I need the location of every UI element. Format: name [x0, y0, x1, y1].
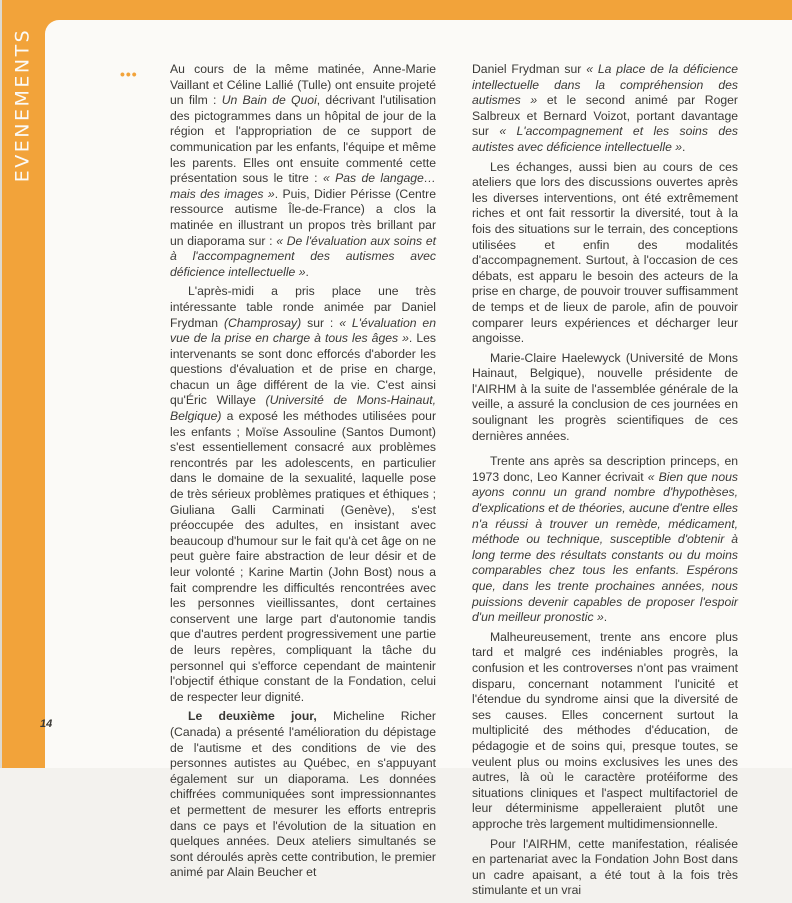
quote: « L'accompagnement et les soins des autistes avec déficience intellectuelle »: [472, 124, 738, 154]
right-column: [472, 62, 738, 903]
text: . Les intervenants se sont donc efforcés d'aborder les questions d'évaluation et de prise en charge, chacun un âge différent de la vie. C'est ainsi qu'Éric Willaye: [170, 331, 436, 408]
text: Trente ans après sa description princeps, en 1973 donc, Leo Kanner écrivait: [472, 454, 738, 484]
right-paragraph-2: Les échanges, aussi bien au cours de ces ateliers que lors des discussions ouvertes après les diverses interventions, ont été extrêmement riches et ont fait ressortir la diversité, tout à la fois des situations sur le terrain, des conceptions utilisées et enfin des modalités d'accompagnement. Surtout, à l'occasion de ces débats, est apparu le besoin des acteurs de la prise en charge, de pouvoir trouver suffisamment de temps et de lieux de parole, afin de pouvoir comparer leurs expériences et décharger leur angoisse.: [472, 159, 738, 346]
text: , décrivant l'utilisation des pictogrammes dans un hôpital de jour de la région et l'appropriation de ce support de communication par les enfants, l'équipe et même les parents. Elles ont ensuite commenté cette présentation sous le titre :: [170, 93, 436, 186]
page-number: 14: [40, 718, 53, 730]
section-label: [4, 27, 40, 183]
text: Micheline Richer (Canada) a présenté l'amélioration du dépistage de l'autisme et des conditions de vie des personnes autistes au Québec, en s'appuyant également sur un diaporama. Les données chiffrées communiquées sont impressionnantes et permettent de mesurer les efforts entrepris dans ce pays et l'évolution de la situation en quelques années. Deux ateliers simultanés se sont déroulés après cette contribution, le premier animé par Alain Beucher et: [170, 709, 436, 880]
text: . Puis, Didier Périsse (Centre ressource autisme Île-de-France) a clos la matinée en illustrant un propos très brillant par un diaporama sur :: [170, 186, 436, 248]
right-paragraph-6: Pour l'AIRHM, cette manifestation, réalisée en partenariat avec la Fondation John Bost dans un cadre apaisant, a été tout à la fois très stimulante et un vrai: [472, 836, 738, 898]
bold-lead: Le deuxième jour,: [188, 709, 317, 724]
affiliation: (Université de Mons-Hainaut, Belgique): [170, 393, 436, 424]
text: .: [305, 264, 309, 279]
quote: « L'évaluation en vue de la prise en charge à tous les âges »: [170, 315, 436, 346]
text: .: [603, 610, 608, 625]
quote: « La place de la déficience intellectuelle dans la compréhension des autismes »: [472, 62, 738, 108]
text: a exposé les méthodes utilisées pour les enfants ; Moïse Assouline (Santos Dumont) s'est essentiellement consacré aux problèmes rencontrés par les adolescents, en particulier dans le domaine de la sexualité, laquelle pose de très sérieux problèmes pratiques et éthiques ; Giuliana Galli Carminati (Genève), s'est préoccupée des adultes, en insistant avec beaucoup d'humour sur le fait qu'à cet âge on ne peut guère faire abstraction de leur désir et de leur volonté ; Karine Martin (John Bost) nous a fait comprendre les difficultés rencontrées avec les personnes vieillissantes, dont certaines conservent une large part d'autonomie tandis que d'autres perdent progressivement une partie de leurs repères, compliquant la tâche du personnel qui s'efforce cependant de maintenir l'objectif éthique constant de la Fondation, celui de respecter leur dignité.: [170, 409, 436, 704]
text: L'après-midi a pris place une très intéressante table ronde animée par Daniel Frydman: [170, 284, 436, 330]
right-paragraph-3: Marie-Claire Haelewyck (Université de Mons Hainaut, Belgique), nouvelle présidente de l'AIRHM à la suite de l'assemblée générale de la veille, a assuré la conclusion de ces journées en soulignant les progrès scientifiques de ces dernières années.: [472, 350, 738, 443]
left-paragraph-1: [170, 62, 436, 280]
section-title: EVENEMENTS: [11, 27, 34, 183]
right-paragraph-4: [472, 454, 738, 626]
text: sur :: [301, 315, 340, 330]
quote: « De l'évaluation aux soins et à l'accompagnement des autismes avec déficience intellectuelle »: [170, 233, 436, 279]
text: Daniel Frydman sur: [472, 62, 587, 76]
right-paragraph-5: Malheureusement, trente ans encore plus tard et malgré ces indéniables progrès, la confusion et les controverses n'ont pas vraiment disparu, concernant notamment l'unicité et l'étendue du syndrome ainsi que la diversité de ses causes. Elles concernent surtout la multiplicité des méthodes d'éducation, de pédagogie et de soins qui, presque toutes, se veulent plus ou moins exclusives les unes des autres, là où le caractère protéiforme des situations cliniques et l'aspect multifactoriel de leur déterminisme appelleraient plutôt une approche très largement multidimensionnelle.: [472, 629, 738, 831]
left-paragraph-2: [170, 284, 436, 705]
kanner-quote: « Bien que nous ayons connu un grand nombre d'hypothèses, d'explications et de théories, aucune d'entre elles n'a réussi à trouver un remède, médicament, méthode ou technique, susceptible d'obtenir à long terme des résultats constants ou du moins comparables chez tous les enfants. Espérons que, dans les trente prochaines années, nous puissions devenir capables de proposer l'espoir d'un meilleur pronostic »: [472, 469, 738, 625]
affiliation: (Champrosay): [223, 315, 302, 330]
quote: « Pas de langage… mais des images »: [170, 171, 436, 201]
left-column: [170, 62, 436, 885]
text: Au cours de la même matinée, Anne-Marie Vaillant et Céline Lallié (Tulle) ont ensuite projeté un film :: [170, 62, 436, 108]
right-paragraph-1: [472, 62, 738, 156]
left-paragraph-3: [170, 709, 436, 881]
page-edge: [0, 0, 2, 768]
text: et le second animé par Roger Salbreux et Bernard Voizot, portant davantage sur: [472, 93, 738, 139]
film-title: Un Bain de Quoi: [221, 93, 317, 108]
decorative-dots: •••: [120, 66, 138, 82]
text: .: [682, 139, 686, 154]
